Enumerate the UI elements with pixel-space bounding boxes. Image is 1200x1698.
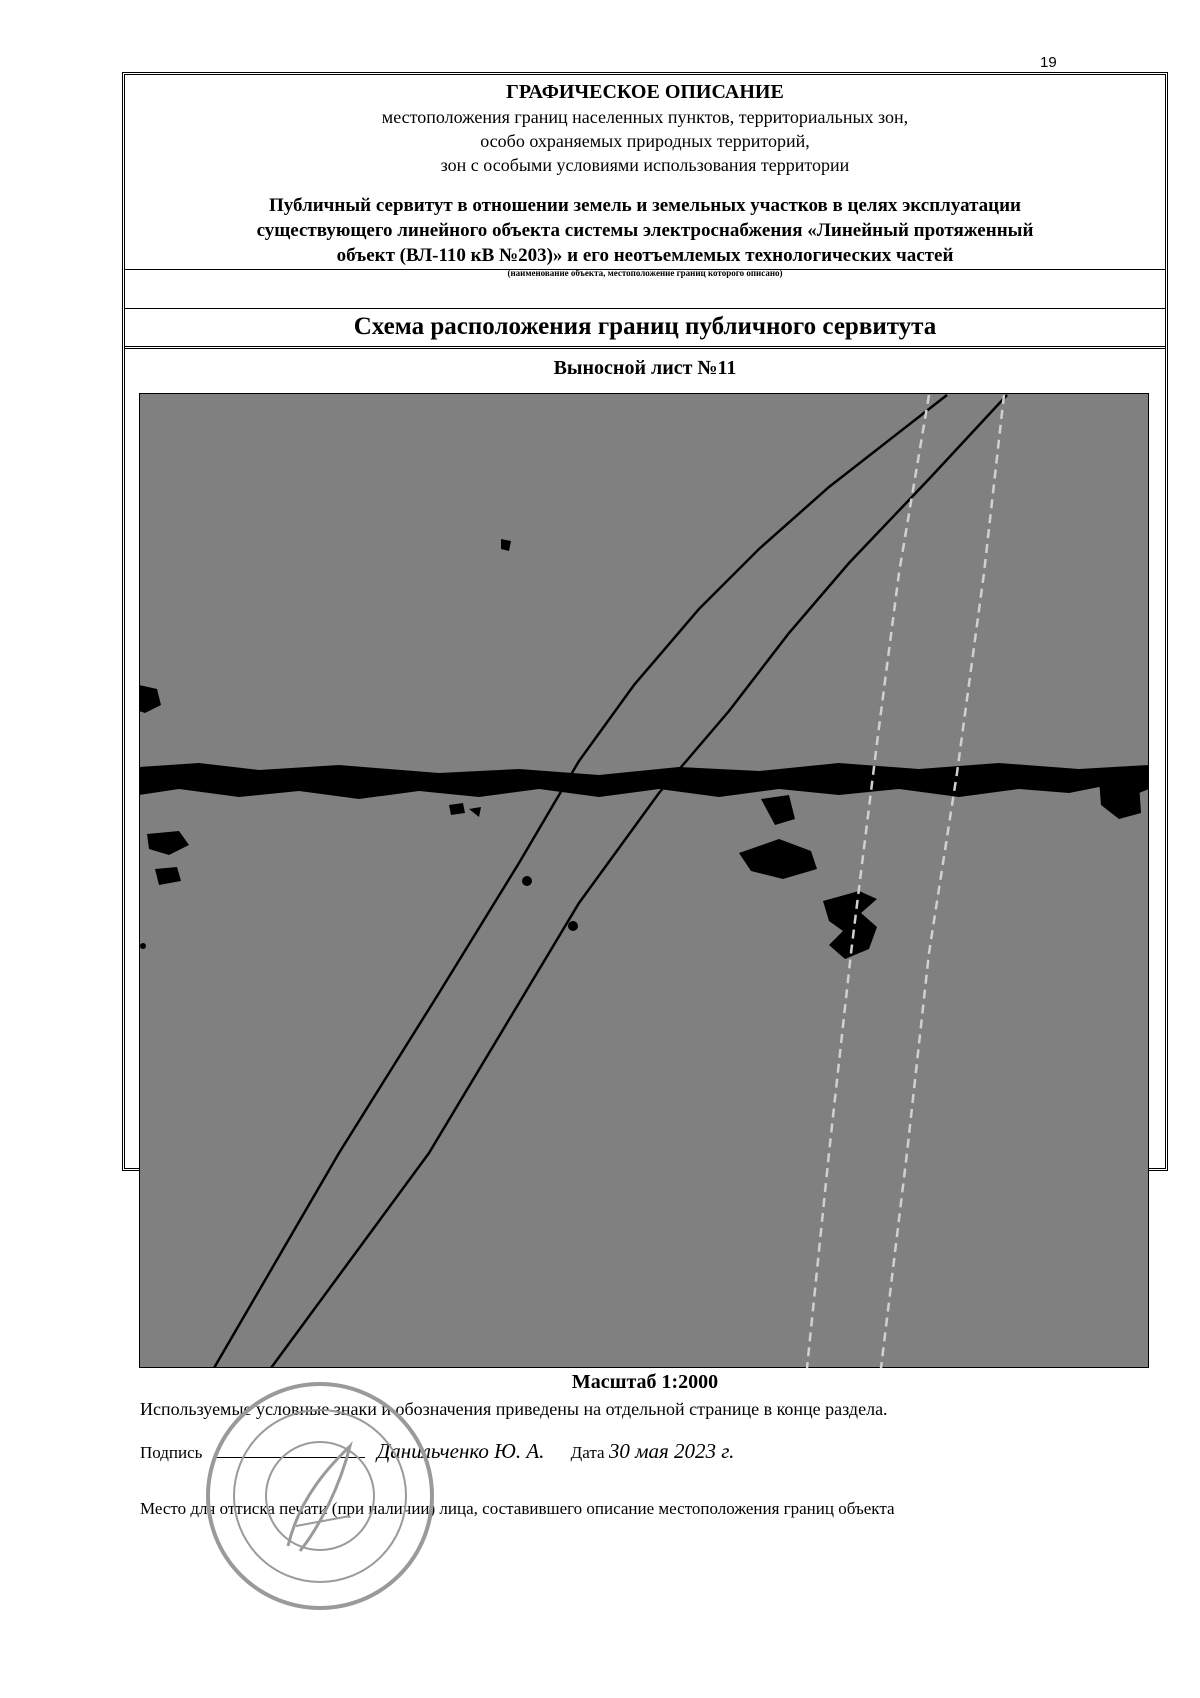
subtitle-line-2: особо охраняемых природных территорий, [480, 131, 810, 151]
signatory-name: Данильченко Ю. А. [376, 1439, 545, 1463]
cadastral-engineer-stamp [200, 1376, 440, 1616]
document-title: ГРАФИЧЕСКОЕ ОПИСАНИЕ [506, 81, 784, 103]
object-name [165, 193, 1125, 268]
boundary-map [139, 393, 1149, 1368]
dark-terrain-spot [568, 921, 578, 931]
dark-terrain-spot [140, 943, 146, 949]
object-name-line-1: Публичный сервитут в отношении земель и земельных участков в целях эксплуатации [269, 195, 1021, 216]
subtitle-line-1: местоположения границ населенных пунктов, территориальных зон, [381, 107, 909, 127]
stamp-place-label: Место для оттиска печати (при наличии) лица, составившего описание местоположения границ объекта [140, 1499, 895, 1518]
subtitle-line-3: зон с особыми условиями использования территории [440, 155, 850, 175]
scheme-title-row [125, 309, 1165, 349]
dark-terrain-spot [522, 876, 532, 886]
signature-date: 30 мая 2023 г. [608, 1439, 735, 1463]
object-name-line-2: существующего линейного объекта системы электроснабжения «Линейный протяженный [256, 220, 1034, 241]
page-number: 19 [1040, 54, 1057, 71]
document-frame [122, 72, 1168, 1518]
date-label: Дата [570, 1443, 605, 1462]
header-block [125, 75, 1165, 309]
object-caption: (наименование объекта, местоположение границ которого описано) [507, 268, 783, 278]
object-caption-row [125, 269, 1165, 309]
scheme-title: Схема расположения границ публичного сервитута [353, 313, 937, 340]
scale-label: Масштаб 1:2000 [571, 1371, 719, 1393]
dark-terrain-spot [449, 803, 465, 815]
sheet-title: Выносной лист №11 [553, 357, 737, 379]
legend-note: Используемые условные знаки и обозначения приведены на отдельной странице в конце раздела. [140, 1399, 888, 1419]
object-name-line-3: объект (ВЛ-110 кВ №203)» и его неотъемлемых технологических частей [336, 245, 954, 266]
signature-label: Подпись [140, 1443, 203, 1462]
map-background [139, 393, 1149, 1368]
